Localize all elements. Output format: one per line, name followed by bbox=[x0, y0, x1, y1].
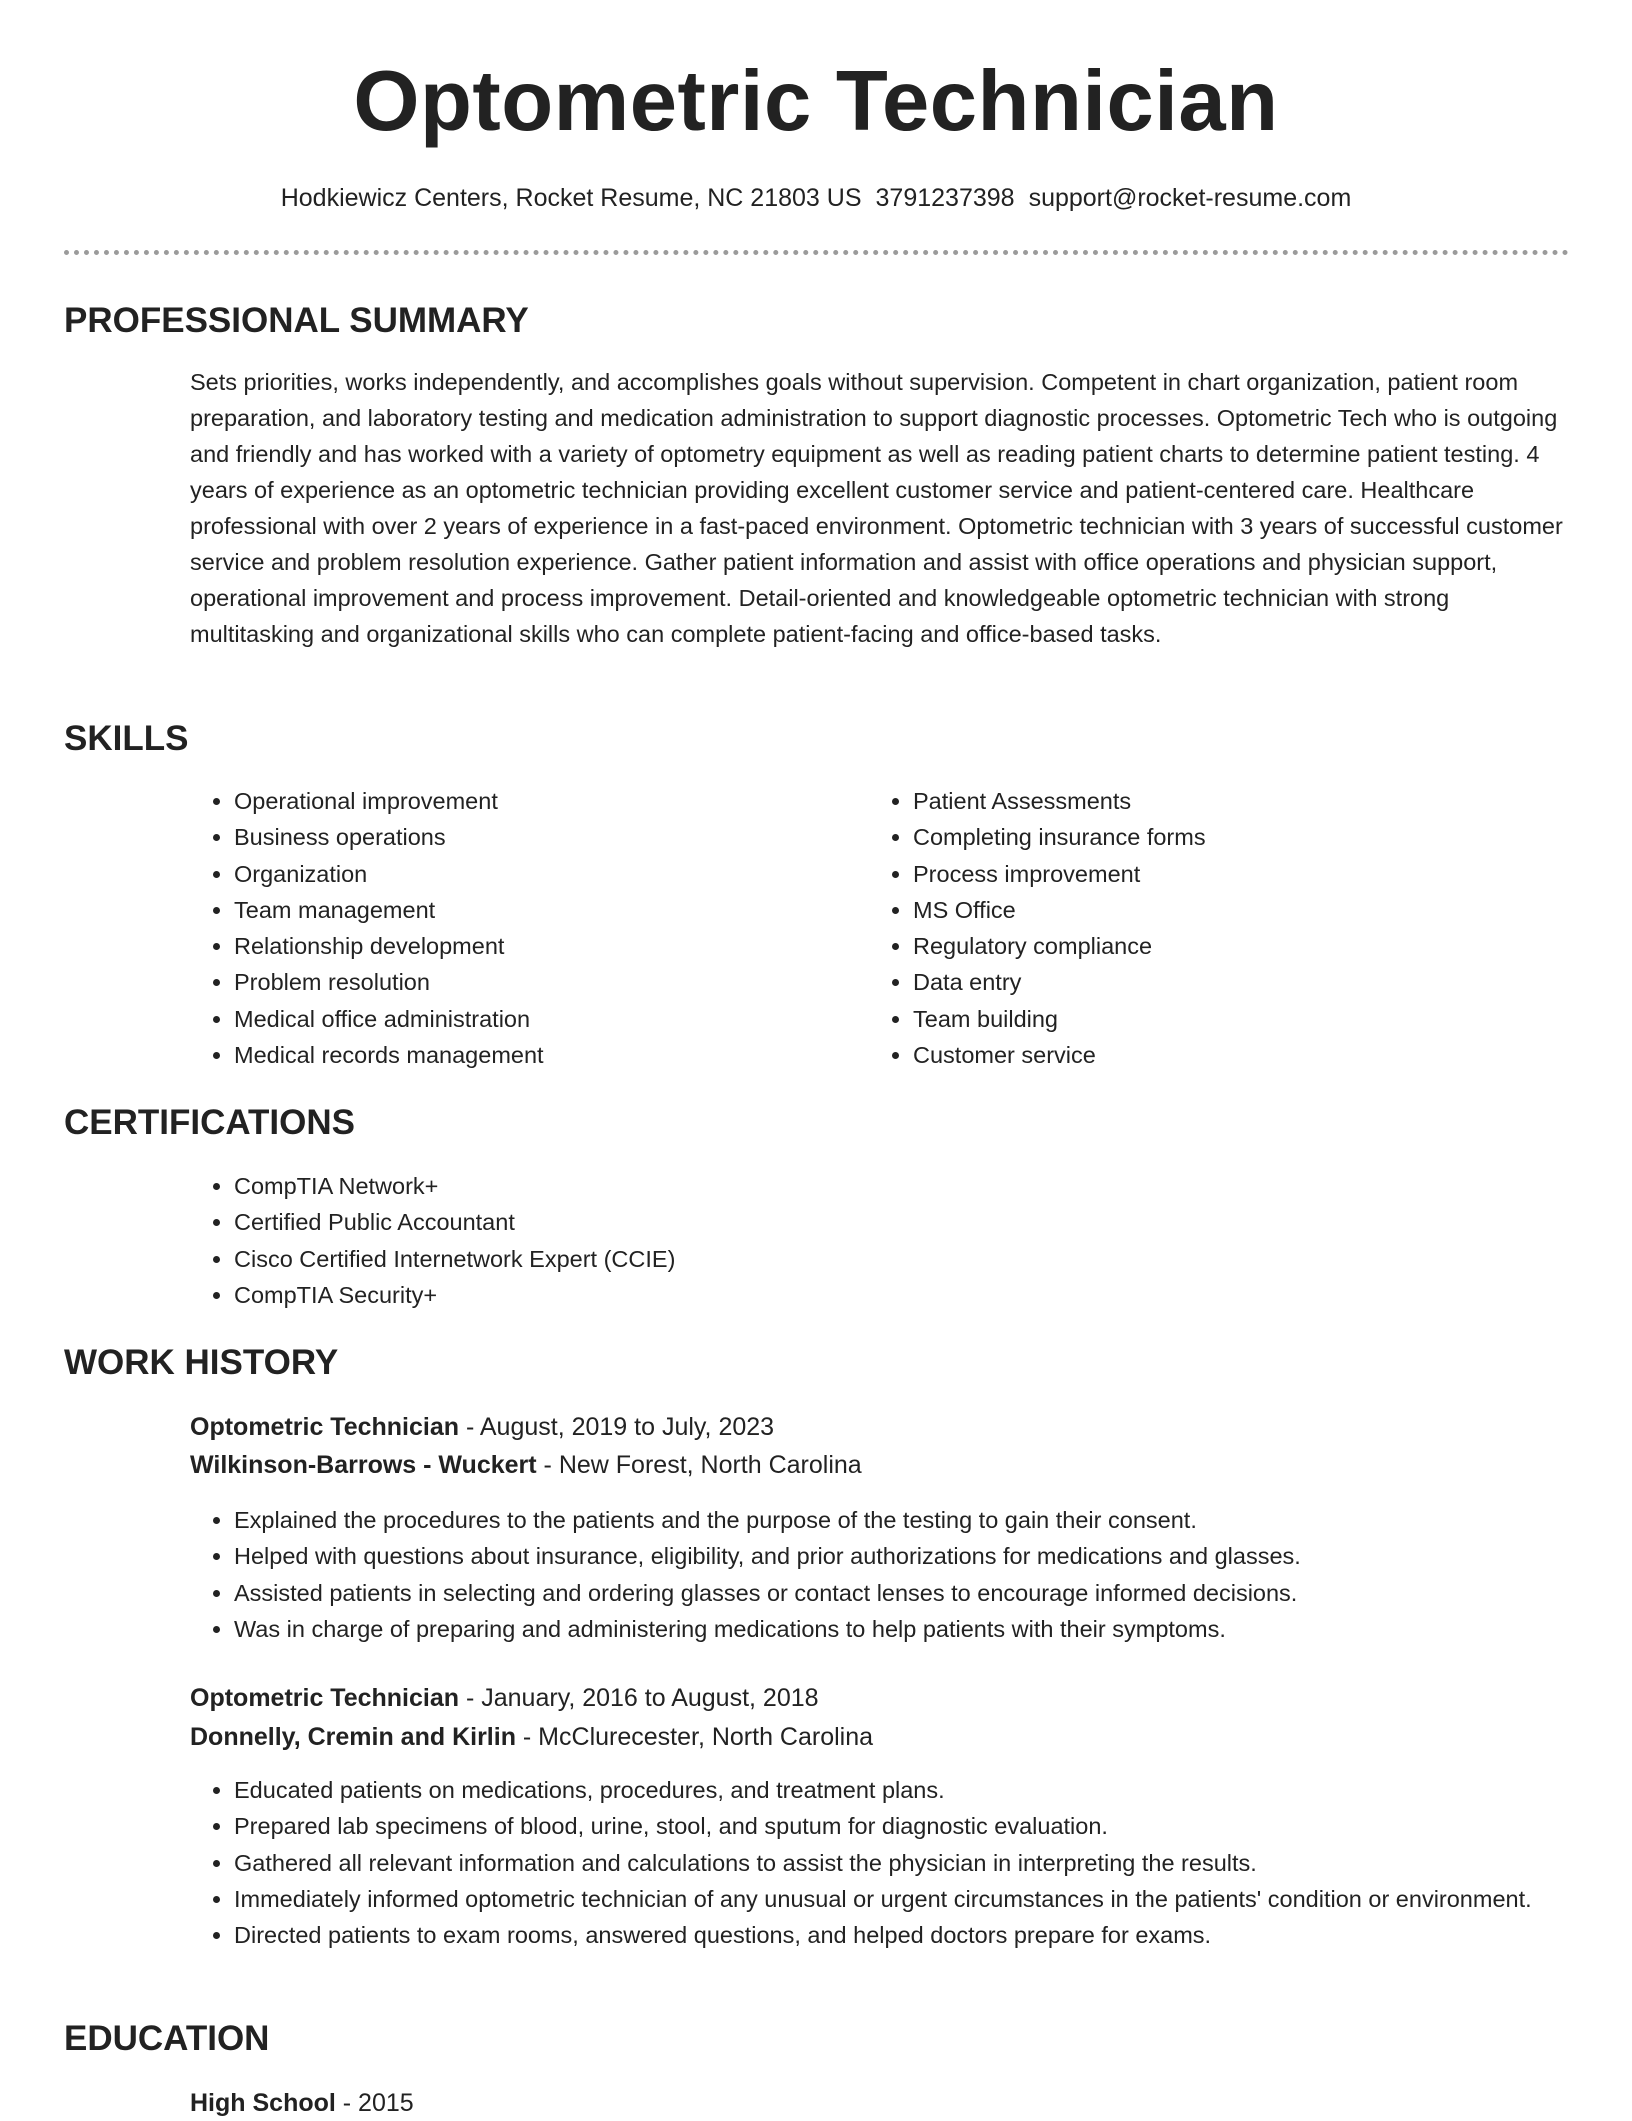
skills-list-right bbox=[869, 783, 1563, 1073]
job-bullet: • Immediately informed optometric technician of any unusual or urgent circumstances in the patients' condition or environment. bbox=[234, 1881, 1614, 1917]
certification-item: • Cisco Certified Internetwork Expert (CCIE) bbox=[234, 1241, 1234, 1277]
skill-item: • Customer service bbox=[913, 1037, 1563, 1073]
job-bullet: • Explained the procedures to the patients and the purpose of the testing to gain their consent. bbox=[234, 1502, 1614, 1538]
summary-heading: PROFESSIONAL SUMMARY bbox=[64, 301, 529, 340]
certifications-heading: CERTIFICATIONS bbox=[64, 1103, 356, 1142]
job-company: Donnelly, Cremin and Kirlin bbox=[190, 1723, 516, 1751]
skill-item: • Process improvement bbox=[913, 856, 1563, 892]
education-degree: High School bbox=[190, 2089, 336, 2117]
skill-item: • Medical office administration bbox=[234, 1001, 834, 1037]
job-role: Optometric Technician bbox=[190, 1413, 460, 1441]
certifications-list bbox=[190, 1168, 1234, 1313]
skill-item: • Medical records management bbox=[234, 1037, 834, 1073]
job-bullet: • Assisted patients in selecting and ordering glasses or contact lenses to encourage informed decisions. bbox=[234, 1575, 1614, 1611]
job-location: - New Forest, North Carolina bbox=[536, 1451, 862, 1479]
skill-item: • Data entry bbox=[913, 964, 1563, 1000]
job-bullet: • Directed patients to exam rooms, answered questions, and helped doctors prepare for exams. bbox=[234, 1917, 1614, 1953]
skill-item: • Team building bbox=[913, 1001, 1563, 1037]
job-location: - McClurecester, North Carolina bbox=[515, 1723, 874, 1751]
certification-item: • CompTIA Network+ bbox=[234, 1168, 1234, 1204]
skill-item: • Team management bbox=[234, 892, 834, 928]
job-company-line bbox=[190, 1447, 862, 1483]
skill-item: • MS Office bbox=[913, 892, 1563, 928]
skills-list-left bbox=[190, 783, 834, 1073]
skill-item: • Operational improvement bbox=[234, 783, 834, 819]
skill-item: • Relationship development bbox=[234, 928, 834, 964]
skill-item: • Regulatory compliance bbox=[913, 928, 1563, 964]
job-dates: - August, 2019 to July, 2023 bbox=[459, 1413, 775, 1441]
job-dates: - January, 2016 to August, 2018 bbox=[459, 1684, 819, 1712]
certification-item: • Certified Public Accountant bbox=[234, 1204, 1234, 1240]
skill-item: • Problem resolution bbox=[234, 964, 834, 1000]
education-year: - 2015 bbox=[335, 2089, 414, 2117]
job-role: Optometric Technician bbox=[190, 1684, 460, 1712]
job-title-line bbox=[190, 1409, 774, 1445]
job-bullets bbox=[190, 1772, 1614, 1953]
work-history-heading: WORK HISTORY bbox=[64, 1343, 339, 1382]
job-bullet: • Educated patients on medications, procedures, and treatment plans. bbox=[234, 1772, 1614, 1808]
education-heading: EDUCATION bbox=[64, 2019, 270, 2058]
skills-heading: SKILLS bbox=[64, 719, 189, 758]
contact-address: Hodkiewicz Centers, Rocket Resume, NC 21803 US bbox=[280, 184, 862, 212]
job-title-line bbox=[190, 1680, 819, 1716]
job-bullets bbox=[190, 1502, 1614, 1647]
contact-line bbox=[0, 180, 1632, 216]
contact-phone: 3791237398 bbox=[875, 184, 1015, 212]
job-bullet: • Gathered all relevant information and calculations to assist the physician in interpreting the results. bbox=[234, 1845, 1614, 1881]
contact-email: support@rocket-resume.com bbox=[1028, 184, 1352, 212]
job-bullet: • Was in charge of preparing and administering medications to help patients with their symptoms. bbox=[234, 1611, 1614, 1647]
summary-text: Sets priorities, works independently, and accomplishes goals without supervision. Competent in chart organization, patient room preparation, and laboratory testing and medication administration to support diagnostic processes. Optometric Tech who is outgoing and friendly and has worked with a variety of optometry equipment as well as reading patient charts to determine patient testing. 4 years of experience as an optometric technician providing excellent customer service and patient-centered care. Healthcare professional with over 2 years of experience in a fast-paced environment. Optometric technician with 3 years of successful customer service and problem resolution experience. Gather patient information and assist with office operations and physician support, operational improvement and process improvement. Detail-oriented and knowledgeable optometric technician with strong multitasking and organizational skills who can complete patient-facing and office-based tasks. bbox=[190, 369, 1563, 647]
job-bullet: • Prepared lab specimens of blood, urine, stool, and sputum for diagnostic evaluation. bbox=[234, 1808, 1614, 1844]
header-divider bbox=[64, 250, 1569, 255]
skill-item: • Organization bbox=[234, 856, 834, 892]
job-company-line bbox=[190, 1719, 873, 1755]
job-company: Wilkinson-Barrows - Wuckert bbox=[190, 1451, 537, 1479]
education-line bbox=[190, 2085, 414, 2121]
certification-item: • CompTIA Security+ bbox=[234, 1277, 1234, 1313]
skill-item: • Completing insurance forms bbox=[913, 819, 1563, 855]
skill-item: • Business operations bbox=[234, 819, 834, 855]
resume-name: Optometric Technician bbox=[353, 54, 1279, 149]
job-bullet: • Helped with questions about insurance, eligibility, and prior authorizations for medications and glasses. bbox=[234, 1538, 1614, 1574]
skill-item: • Patient Assessments bbox=[913, 783, 1563, 819]
